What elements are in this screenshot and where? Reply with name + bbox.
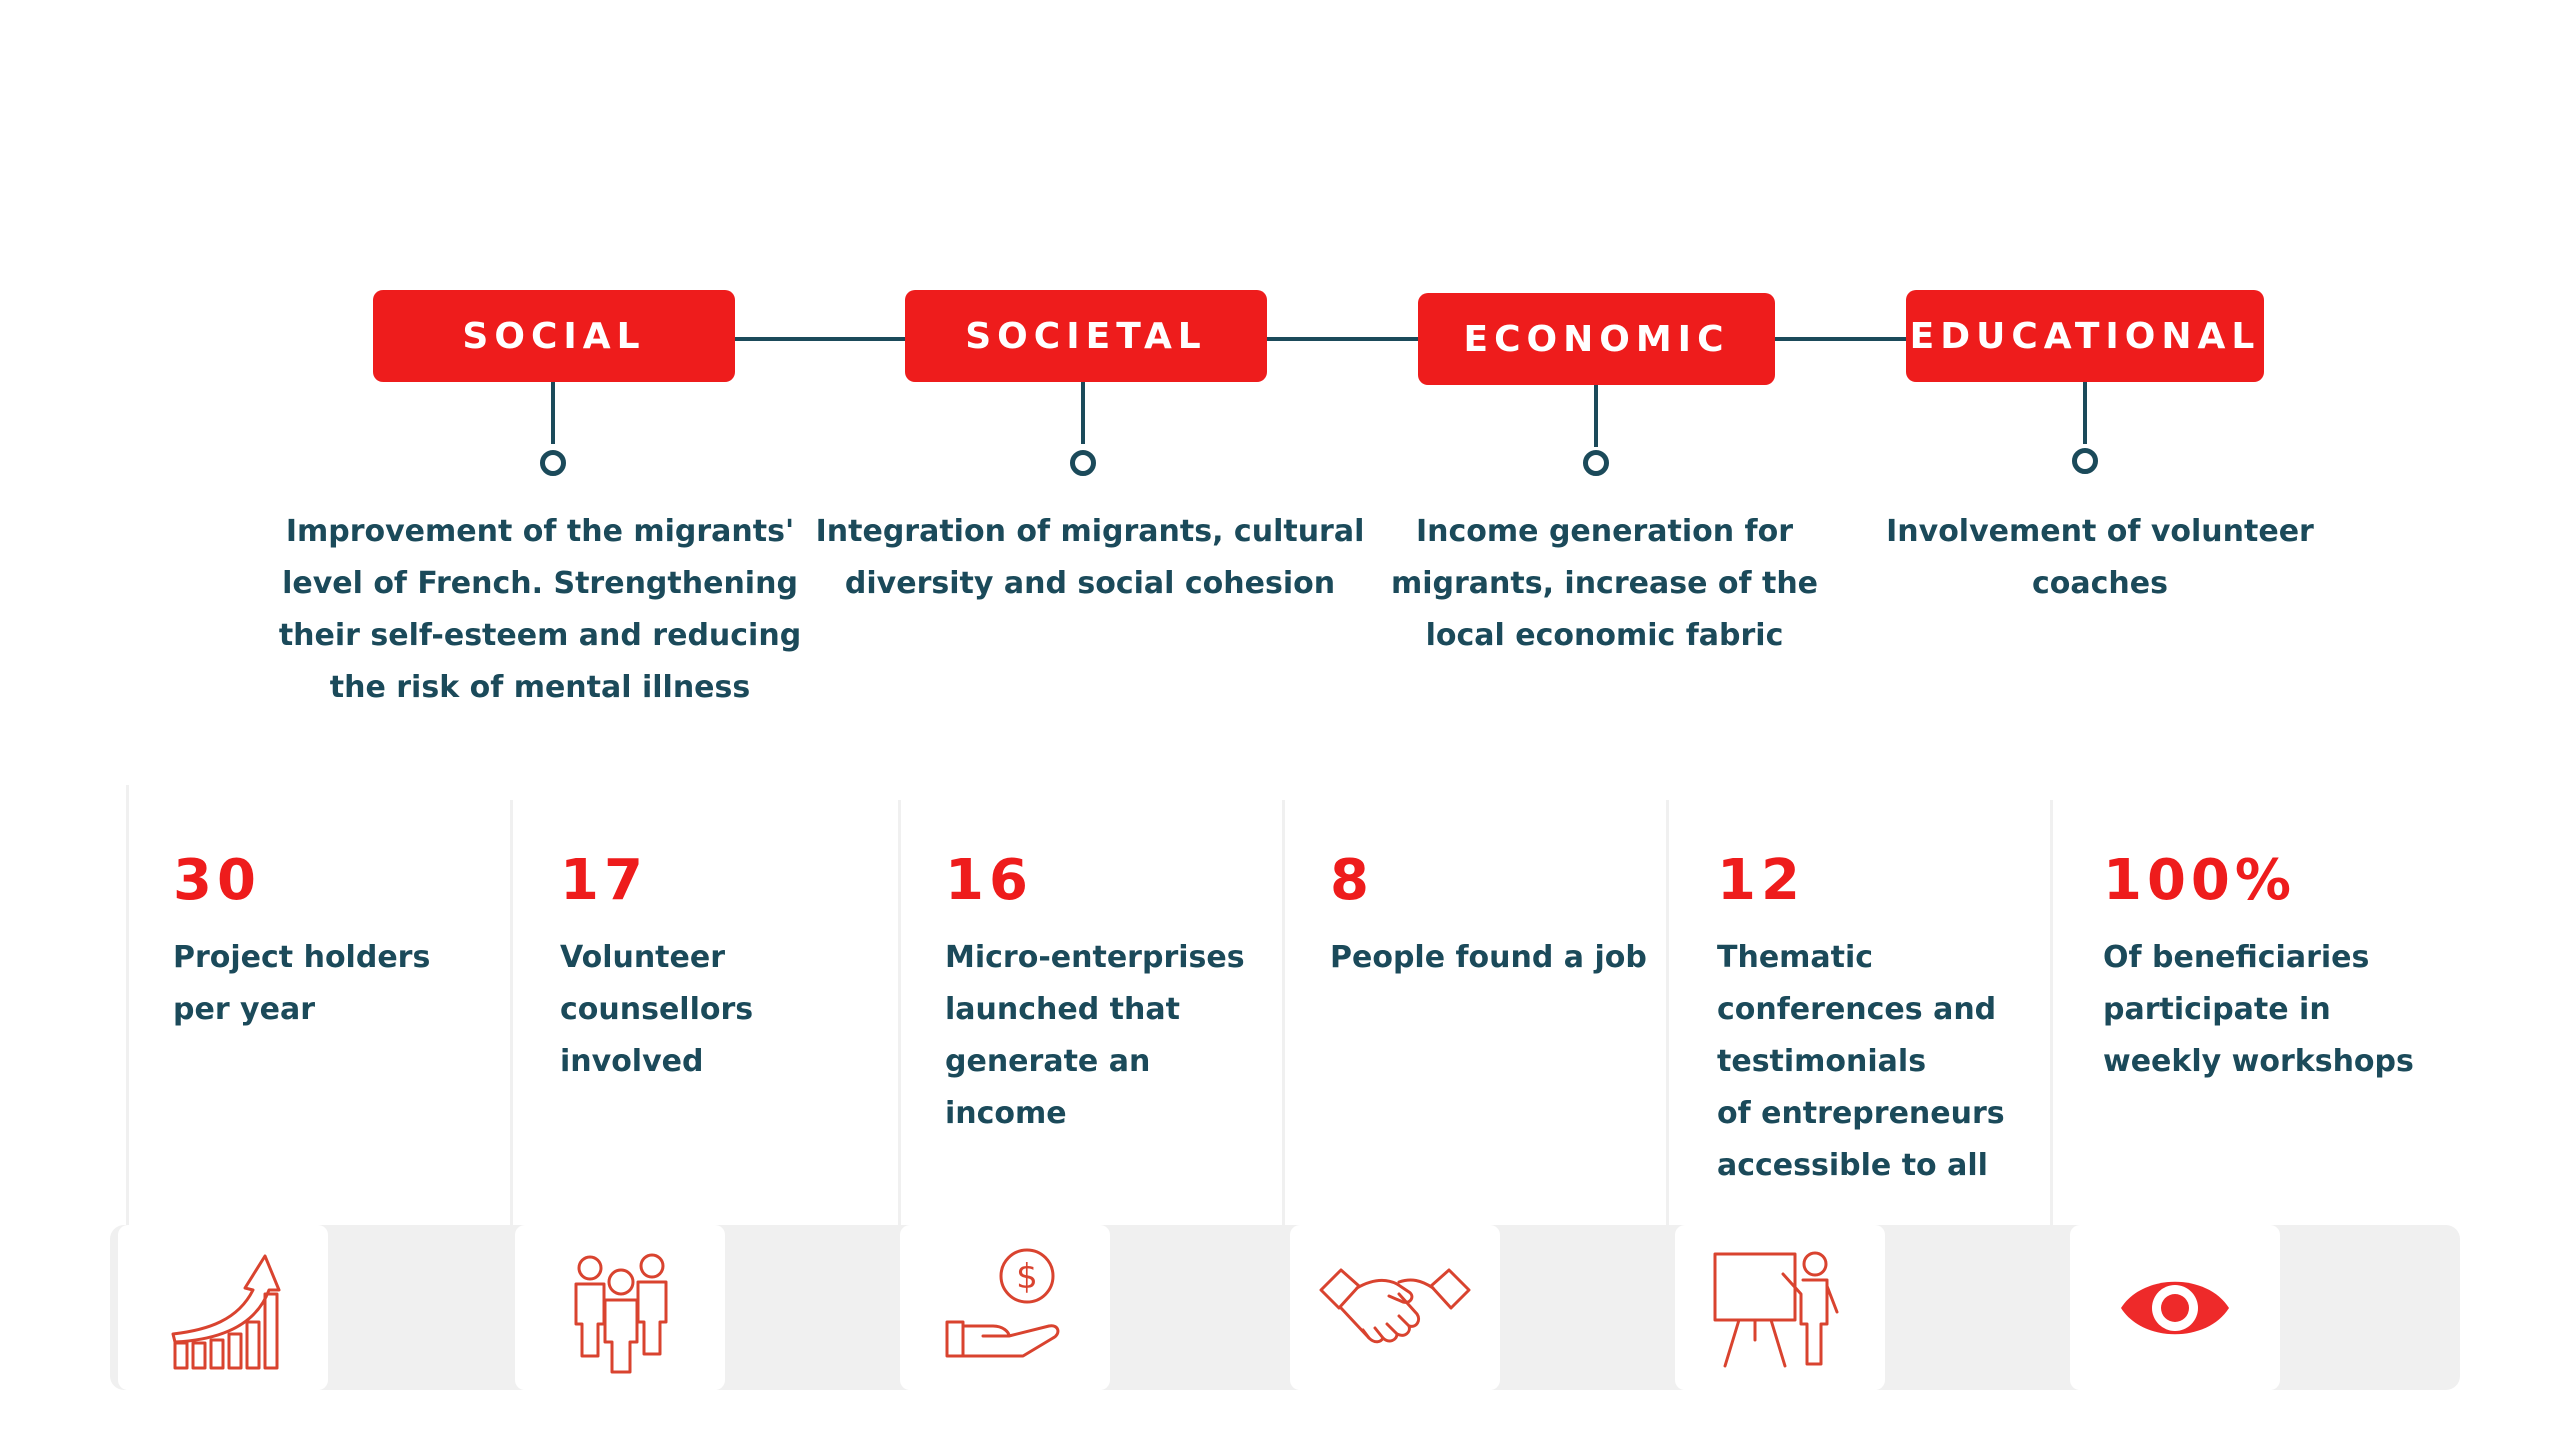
category-social-description: Improvement of the migrants' level of French. Strengthening their self-esteem and reducing the risk of mental illness [278,514,802,705]
svg-text:$: $ [1016,1256,1038,1297]
category-social-label: SOCIAL [462,315,646,357]
timeline-node [540,450,566,476]
stat-label-project-holders: Project holders per year [173,940,431,1027]
column-divider [1666,800,1669,1225]
handshake-icon [1290,1225,1500,1390]
timeline-stem [2083,382,2087,444]
timeline-node [1070,450,1096,476]
people-group-icon [515,1225,725,1390]
eye-icon [2070,1225,2280,1390]
stat-value-conferences: 12 [1717,848,1805,913]
stat-label-workshops: Of beneficiaries participate in weekly workshops [2103,940,2414,1079]
stat-value-workshops: 100% [2103,848,2297,913]
category-societal-label: SOCIETAL [965,315,1207,357]
timeline-stem [1081,382,1085,444]
timeline-node [2072,448,2098,474]
category-educational-pill [1906,290,2264,382]
stat-value-jobs: 8 [1330,848,1374,913]
money-hand-icon [900,1225,1110,1390]
timeline-connector [560,337,2120,341]
timeline-stem [551,382,555,444]
stat-value-volunteers: 17 [560,848,648,913]
category-educational-label: EDUCATIONAL [1909,315,2261,357]
timeline-stem [1594,385,1598,447]
stat-value-micro-enterprises: 16 [945,848,1033,913]
stat-label-micro-enterprises: Micro-enterprises launched that generate an income [945,940,1245,1131]
presentation-icon [1675,1225,1885,1390]
category-societal-description: Integration of migrants, cultural diversity and social cohesion [815,514,1365,601]
stat-value-project-holders: 30 [173,848,261,913]
category-economic-label: ECONOMIC [1463,318,1730,360]
stat-label-jobs: People found a job [1330,940,1647,975]
category-educational-description: Involvement of volunteer coaches [1886,514,2314,601]
category-societal-pill [905,290,1267,382]
category-economic-pill [1418,293,1775,385]
growth-chart-icon [118,1225,328,1390]
timeline-node [1583,450,1609,476]
category-economic-description: Income generation for migrants, increase of the local economic fabric [1390,514,1819,653]
stat-label-volunteers: Volunteer counsellors involved [560,940,754,1079]
category-social-pill [373,290,735,382]
stat-label-conferences: Thematic conferences and testimonials of entrepreneurs accessible to all [1717,940,2005,1183]
column-divider [126,785,129,1225]
